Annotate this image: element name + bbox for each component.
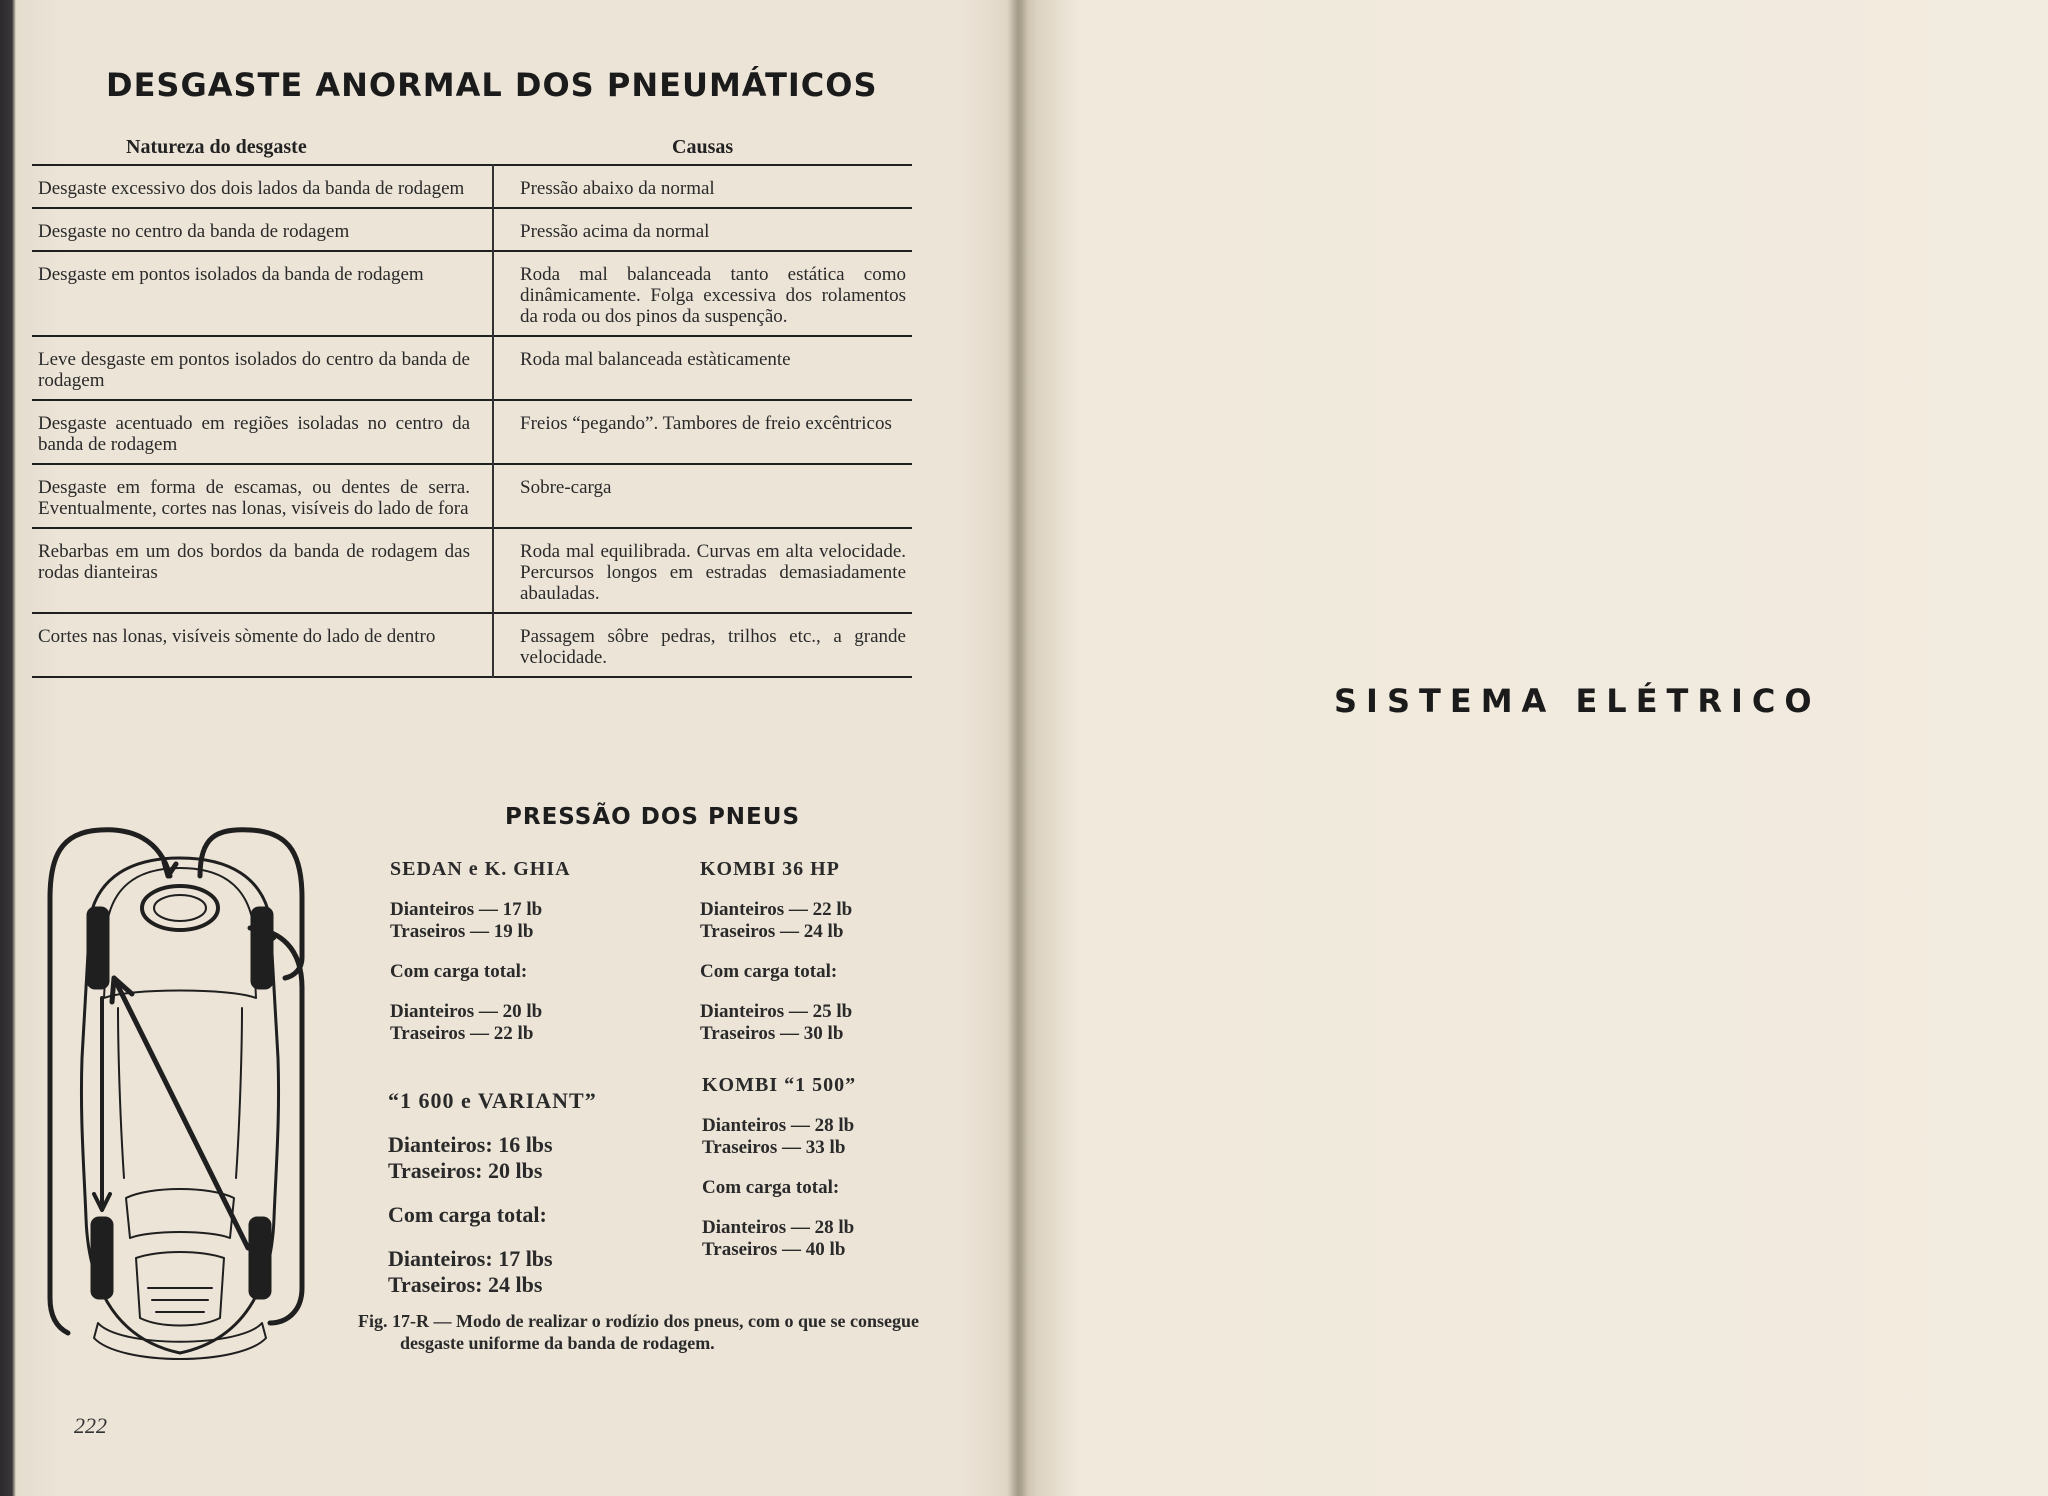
pressure-front: Dianteiros — 28 lb: [702, 1115, 855, 1136]
tire-pressure-title: PRESSÃO DOS PNEUS: [505, 804, 801, 830]
pressure-load-front: Dianteiros — 25 lb: [700, 1001, 853, 1022]
table-cell-nature: Desgaste em pontos isolados da banda de rodagem: [32, 251, 493, 336]
table-cell-nature: Desgaste em forma de escamas, ou dentes de serra. Eventualmente, cortes nas lonas, visíveis do lado de fora: [32, 464, 493, 528]
page-title: DESGASTE ANORMAL DOS PNEUMÁTICOS: [106, 66, 878, 104]
full-load-label: Com carga total:: [702, 1177, 840, 1198]
table-cell-nature: Desgaste excessivo dos dois lados da banda de rodagem: [32, 165, 493, 208]
table-cell-cause: Roda mal equilibrada. Curvas em alta velocidade. Percursos longos em estradas demasiadamente abauladas.: [520, 541, 906, 604]
table-row: [32, 208, 912, 251]
table-row: [32, 400, 912, 464]
table-cell-cause: Sobre-carga: [520, 477, 612, 498]
pressure-load-rear: Traseiros — 22 lb: [390, 1023, 534, 1044]
figure-caption: Fig. 17-R — Modo de realizar o rodízio dos pneus, com o que se consegue desgaste uniforme da banda de rodagem.: [358, 1311, 919, 1353]
left-page: [0, 0, 1020, 1496]
pressure-load-rear: Traseiros — 40 lb: [702, 1239, 846, 1260]
pressure-load-front: Dianteiros — 20 lb: [390, 1001, 543, 1022]
pressure-load-front: Dianteiros — 28 lb: [702, 1217, 855, 1238]
pressure-kombi-36hp: [700, 858, 852, 1045]
pressure-rear: Traseiros — 33 lb: [702, 1137, 846, 1158]
pressure-variant: [388, 1088, 597, 1298]
pressure-heading: SEDAN e K. GHIA: [390, 858, 571, 880]
pressure-heading: KOMBI “1 500”: [702, 1074, 857, 1096]
column-header-causes: Causas: [672, 136, 734, 158]
table-row: [32, 528, 912, 613]
pressure-load-rear: Traseiros — 30 lb: [700, 1023, 844, 1044]
table-cell-cause: Roda mal balanceada estàticamente: [520, 349, 791, 370]
table-cell-nature: Desgaste acentuado em regiões isoladas no centro da banda de rodagem: [32, 400, 493, 464]
table-cell-cause: Pressão acima da normal: [520, 221, 710, 242]
page-number: 222: [74, 1413, 107, 1438]
pressure-rear: Traseiros — 19 lb: [390, 921, 534, 942]
pressure-load-rear: Traseiros: 24 lbs: [388, 1272, 543, 1297]
pressure-heading: “1 600 e VARIANT”: [388, 1088, 597, 1113]
table-row: [32, 251, 912, 336]
table-row: [32, 464, 912, 528]
pressure-rear: Traseiros — 24 lb: [700, 921, 844, 942]
table-cell-nature: Leve desgaste em pontos isolados do centro da banda de rodagem: [32, 336, 493, 400]
pressure-front: Dianteiros — 22 lb: [700, 899, 853, 920]
pressure-rear: Traseiros: 20 lbs: [388, 1158, 543, 1183]
chapter-title: SISTEMA ELÉTRICO: [1334, 682, 1821, 720]
table-cell-nature: Desgaste no centro da banda de rodagem: [32, 208, 493, 251]
pressure-kombi-1500: [702, 1074, 856, 1261]
table-cell-nature: Cortes nas lonas, visíveis sòmente do lado de dentro: [32, 613, 493, 677]
tire-rotation-diagram: [40, 818, 320, 1378]
tire-wear-table: [32, 164, 912, 678]
table-cell-nature: Rebarbas em um dos bordos da banda de rodagem das rodas dianteiras: [32, 528, 493, 613]
pressure-sedan: [390, 858, 571, 1045]
pressure-front: Dianteiros — 17 lb: [390, 899, 543, 920]
full-load-label: Com carga total:: [700, 961, 838, 982]
column-header-nature: Natureza do desgaste: [126, 136, 307, 158]
table-cell-cause: Roda mal balanceada tanto estática como dinâmicamente. Folga excessiva dos rolamentos da roda ou dos pinos da suspenção.: [520, 264, 906, 327]
right-page: [1020, 0, 2048, 1496]
table-row: [32, 336, 912, 400]
pressure-load-front: Dianteiros: 17 lbs: [388, 1246, 553, 1271]
pressure-heading: KOMBI 36 HP: [700, 858, 840, 880]
full-load-label: Com carga total:: [390, 961, 528, 982]
table-row: [32, 165, 912, 208]
table-row: [32, 613, 912, 677]
table-cell-cause: Freios “pegando”. Tambores de freio excêntricos: [520, 413, 892, 434]
pressure-front: Dianteiros: 16 lbs: [388, 1132, 553, 1157]
book-gutter: [1008, 0, 1028, 1496]
full-load-label: Com carga total:: [388, 1202, 547, 1227]
table-cell-cause: Passagem sôbre pedras, trilhos etc., a grande velocidade.: [520, 626, 906, 668]
table-cell-cause: Pressão abaixo da normal: [520, 178, 715, 199]
